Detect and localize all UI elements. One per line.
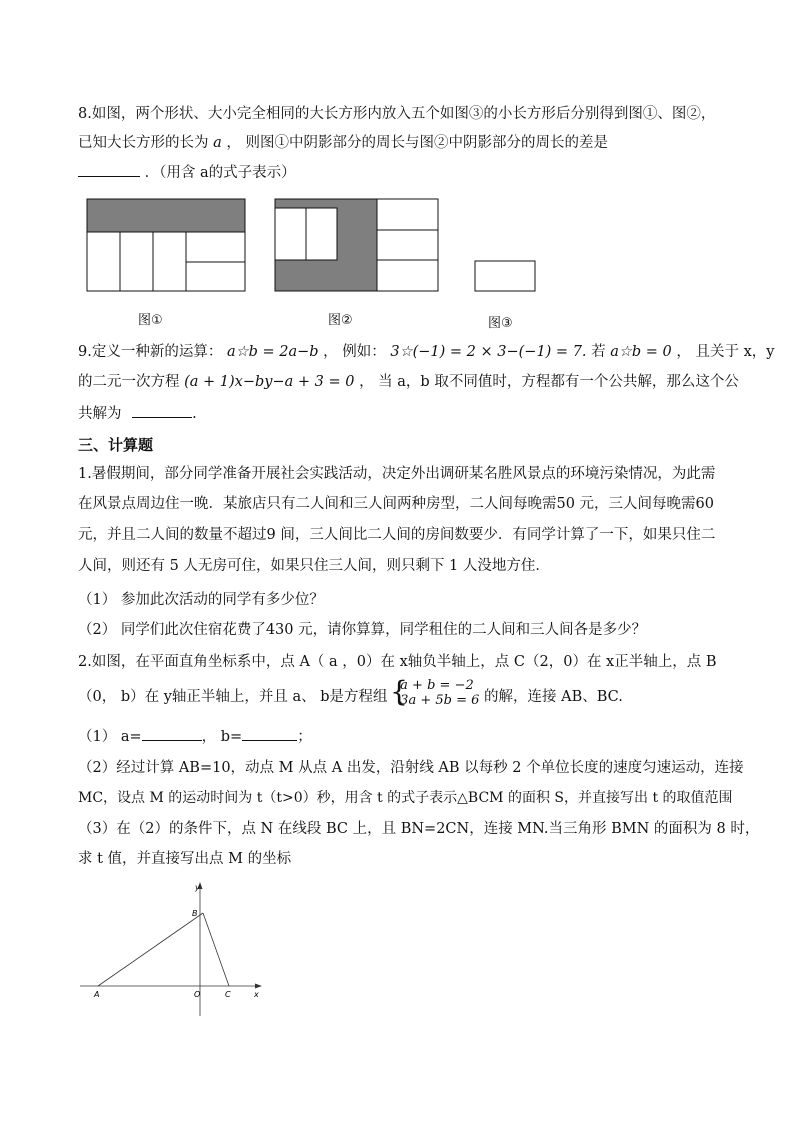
c2-sub-1-label-a: （1） a= — [78, 729, 142, 745]
q8-line-1: 8.如图，两个形状、大小完全相同的大长方形内放入五个如图③的小长方形后分别得到图①、图②， — [78, 106, 716, 122]
fig1-caption: 图① — [138, 313, 163, 328]
c2-sub-3-line-2: 求 t 值，并直接写出点 M 的坐标 — [78, 851, 292, 867]
c2-line-2-text: （0， b）在 y轴正半轴上，并且 a、 b是方程组 — [78, 689, 388, 705]
figure-2 — [275, 199, 438, 291]
fig3-caption: 图③ — [488, 316, 513, 331]
q9-text-a: 9.定义一种新的运算： — [78, 344, 223, 360]
coordinate-graph — [70, 876, 270, 1026]
origin-label: O — [194, 990, 201, 999]
q8-line-2 — [78, 133, 608, 153]
equation-system — [392, 678, 479, 708]
q9-text-b: ， 例如： — [323, 344, 386, 360]
q9-example: 3☆(−1) = 2 × 3−(−1) = 7. — [390, 344, 587, 360]
c1-sub-2: （2） 同学们此次住宿花费了430 元，请你算算，同学租住的二人间和三人间各是多少？ — [78, 622, 647, 638]
q9-condition: a☆b = 0 — [610, 344, 672, 360]
c1-line-1: 1.暑假期间，部分同学准备开展社会实践活动，决定外出调研某名胜风景点的环境污染情况，为此需 — [78, 466, 716, 482]
c2-line-2 — [78, 678, 623, 708]
c2-line-2-rest: 的解，连接 AB、BC. — [483, 689, 623, 705]
figure-3 — [475, 261, 535, 291]
point-a-label: A — [94, 990, 100, 999]
c2-sub-1-label-b: ， b= — [201, 729, 243, 745]
c2-sub-1 — [78, 726, 312, 747]
c2-sub-3-line-1: （3）在（2）的条件下，点 N 在线段 BC 上，且 BN=2CN，连接 MN.当三角形 BMN 的面积为 8 时， — [78, 821, 760, 837]
a-answer-blank[interactable] — [142, 726, 202, 741]
q8-line-3 — [78, 162, 296, 183]
q8-answer-blank[interactable] — [78, 162, 140, 177]
q8-line-2-text: 已知大长方形的长为 — [78, 135, 209, 151]
q8-variable-a: a — [213, 135, 222, 151]
c1-line-4: 人间，则还有 5 人无房可住，如果只住三人间，则只剩下 1 人没地方住． — [78, 558, 550, 574]
q8-line-3-text: ．（用含 a的式子表示） — [144, 165, 296, 181]
equation-2: 3a + 5b = 6 — [400, 693, 480, 708]
c1-sub-1: （1） 参加此次活动的同学有多少位？ — [78, 592, 324, 608]
fig1-shaded-region — [87, 199, 245, 232]
q9-line-1 — [78, 342, 774, 362]
c2-sub-2-line-1: （2）经过计算 AB=10，动点 M 从点 A 出发，沿射线 AB 以每秒 2 个单位长度的速度匀速运动，连接 — [78, 760, 744, 776]
c2-sub-1-end: ； — [297, 729, 312, 745]
section-title: 三、计算题 — [78, 436, 154, 454]
c2-sub-2-line-2: MC，设点 M 的运动时间为 t（t>0）秒，用含 t 的式子表示△BCM 的面积 S，并直接写出 t 的取值范围 — [78, 790, 733, 806]
b-answer-blank[interactable] — [242, 726, 297, 741]
x-axis-label: x — [254, 990, 259, 999]
c2-line-1: 2.如图，在平面直角坐标系中，点 A（ a ，0）在 x轴负半轴上，点 C（2，0）在 x正半轴上，点 B — [78, 654, 717, 670]
fig2-caption: 图② — [328, 313, 353, 328]
c1-line-3: 元，并且二人间的数量不超过9 间，三人间比二人间的房间数要少．有同学计算了一下，如果只住二 — [78, 527, 716, 543]
q9-text-d: ， 且关于 x，y — [676, 344, 775, 360]
q9-operation-def: a☆b = 2a−b — [226, 344, 319, 360]
segment-bc — [203, 913, 229, 986]
q9-text-e: 的二元一次方程 — [78, 374, 180, 390]
q9-text-f: ， 当 a，b 取不同值时，方程都有一个公共解，那么这个公 — [359, 374, 739, 390]
point-c-label: C — [225, 990, 231, 999]
q9-line-3: 共解为 . — [78, 403, 197, 424]
q9-text-g: 共解为 — [78, 406, 122, 422]
c1-line-2: 在风景点周边住一晚．某旅店只有二人间和三人间两种房型，二人间每晚需50 元，三人间每晚需60 — [78, 496, 715, 512]
y-axis-label: y — [195, 883, 200, 892]
q9-equation: (a + 1)x−by−a + 3 = 0 — [184, 374, 355, 390]
q9-line-2 — [78, 372, 739, 392]
figure-1 — [87, 199, 245, 291]
q8-figures — [0, 190, 794, 340]
q9-text-c: 若 — [591, 344, 606, 360]
q8-line-2-rest: ， 则图①中阴影部分的周长与图②中阴影部分的周长的差是 — [226, 135, 608, 151]
point-b-label: B — [192, 909, 198, 918]
q9-answer-blank[interactable] — [132, 403, 192, 418]
segment-ab — [98, 913, 203, 986]
equation-1: { a + b = −2 — [400, 678, 474, 693]
